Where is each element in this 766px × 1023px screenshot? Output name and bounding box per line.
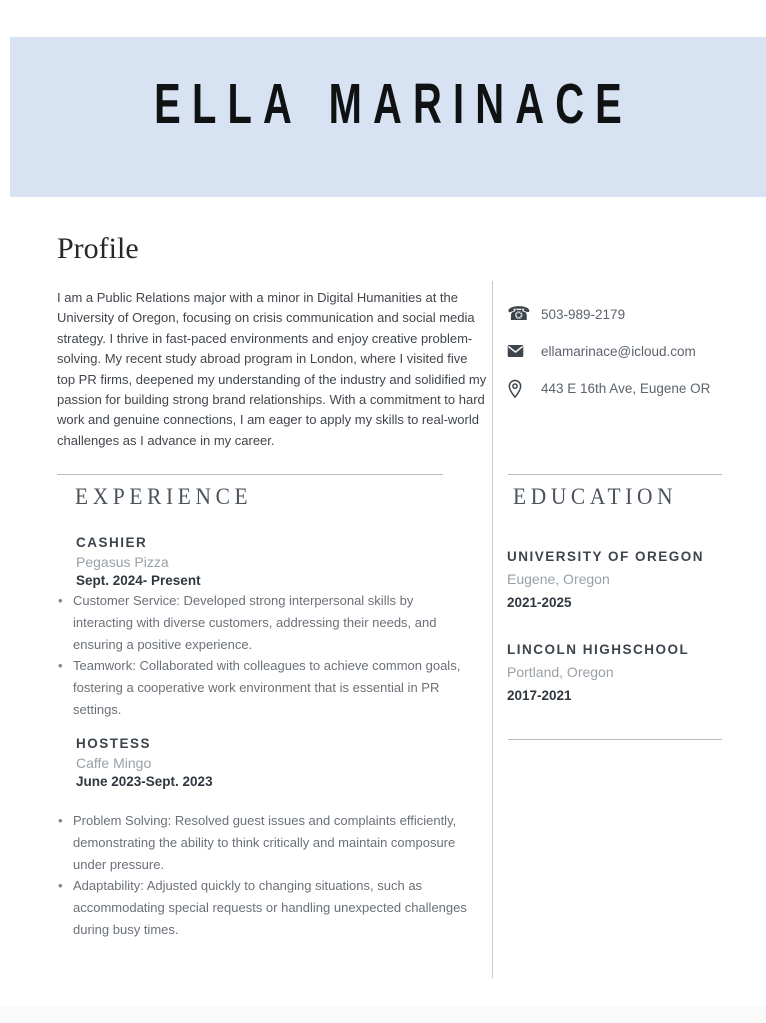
school-entry-university xyxy=(507,549,757,610)
job-dates: June 2023-Sept. 2023 xyxy=(76,774,213,789)
job-entry-cashier xyxy=(76,535,486,588)
bullet-item: • Teamwork: Collaborated with colleagues to achieve common goals, fostering a cooperative work environment that is essential in PR settings. xyxy=(58,655,472,720)
job-bullets-cashier xyxy=(58,590,472,721)
job-company: Pegasus Pizza xyxy=(76,554,169,570)
contact-row-email xyxy=(507,339,710,363)
profile-summary: I am a Public Relations major with a minor in Digital Humanities at the University of Oregon, focusing on crisis communication and social media strategy. I thrive in fast-paced environments and enjoy creative problem-solving. My recent study abroad program in London, where I visited five top PR firms, deepened my understanding of the industry and solidified my passion for building strong brand relationships. With a commitment to hard work and genuine connections, I am eager to apply my skills to real-world challenges as I advance in my career. xyxy=(57,290,487,448)
job-company: Caffe Mingo xyxy=(76,755,152,771)
profile-heading: Profile xyxy=(57,232,139,265)
column-divider xyxy=(492,281,493,978)
phone-icon: ☎ xyxy=(507,303,531,325)
school-dates: 2017-2021 xyxy=(507,688,572,703)
job-dates: Sept. 2024- Present xyxy=(76,573,201,588)
job-title: HOSTESS xyxy=(76,736,152,751)
email-address: ellamarinace@icloud.com xyxy=(541,343,696,359)
bullet-item: • Adaptability: Adjusted quickly to changing situations, such as accommodating special requests or handling unexpected challenges during busy times. xyxy=(58,875,472,940)
experience-heading: EXPERIENCE xyxy=(75,484,253,509)
page-bottom-edge xyxy=(0,1006,766,1023)
bullet-item: • Problem Solving: Resolved guest issues and complaints efficiently, demonstrating the ability to think critically and maintain composure under pressure. xyxy=(58,810,472,875)
education-divider-bottom xyxy=(508,739,722,740)
school-name: LINCOLN HIGHSCHOOL xyxy=(507,642,690,657)
street-address: 443 E 16th Ave, Eugene OR xyxy=(541,380,711,396)
school-location: Eugene, Oregon xyxy=(507,571,610,587)
location-icon xyxy=(507,378,529,399)
education-heading: EDUCATION xyxy=(513,484,678,509)
contact-block xyxy=(507,302,710,400)
contact-row-address xyxy=(507,376,710,400)
contact-row-phone xyxy=(507,302,710,326)
bullet-item: • Customer Service: Developed strong interpersonal skills by interacting with diverse customers, addressing their needs, and ensuring a positive experience. xyxy=(58,590,472,655)
email-icon xyxy=(507,344,529,358)
person-name: ELLA MARINACE xyxy=(154,72,633,136)
education-divider-top xyxy=(508,474,722,475)
experience-divider xyxy=(57,474,443,475)
school-dates: 2021-2025 xyxy=(507,595,572,610)
job-bullets-hostess xyxy=(58,810,472,941)
job-entry-hostess xyxy=(76,736,486,789)
phone-number: 503-989-2179 xyxy=(541,306,626,322)
school-entry-highschool xyxy=(507,642,757,703)
school-name: UNIVERSITY OF OREGON xyxy=(507,549,705,564)
school-location: Portland, Oregon xyxy=(507,664,614,680)
job-title: CASHIER xyxy=(76,535,148,550)
header-band xyxy=(10,37,766,197)
